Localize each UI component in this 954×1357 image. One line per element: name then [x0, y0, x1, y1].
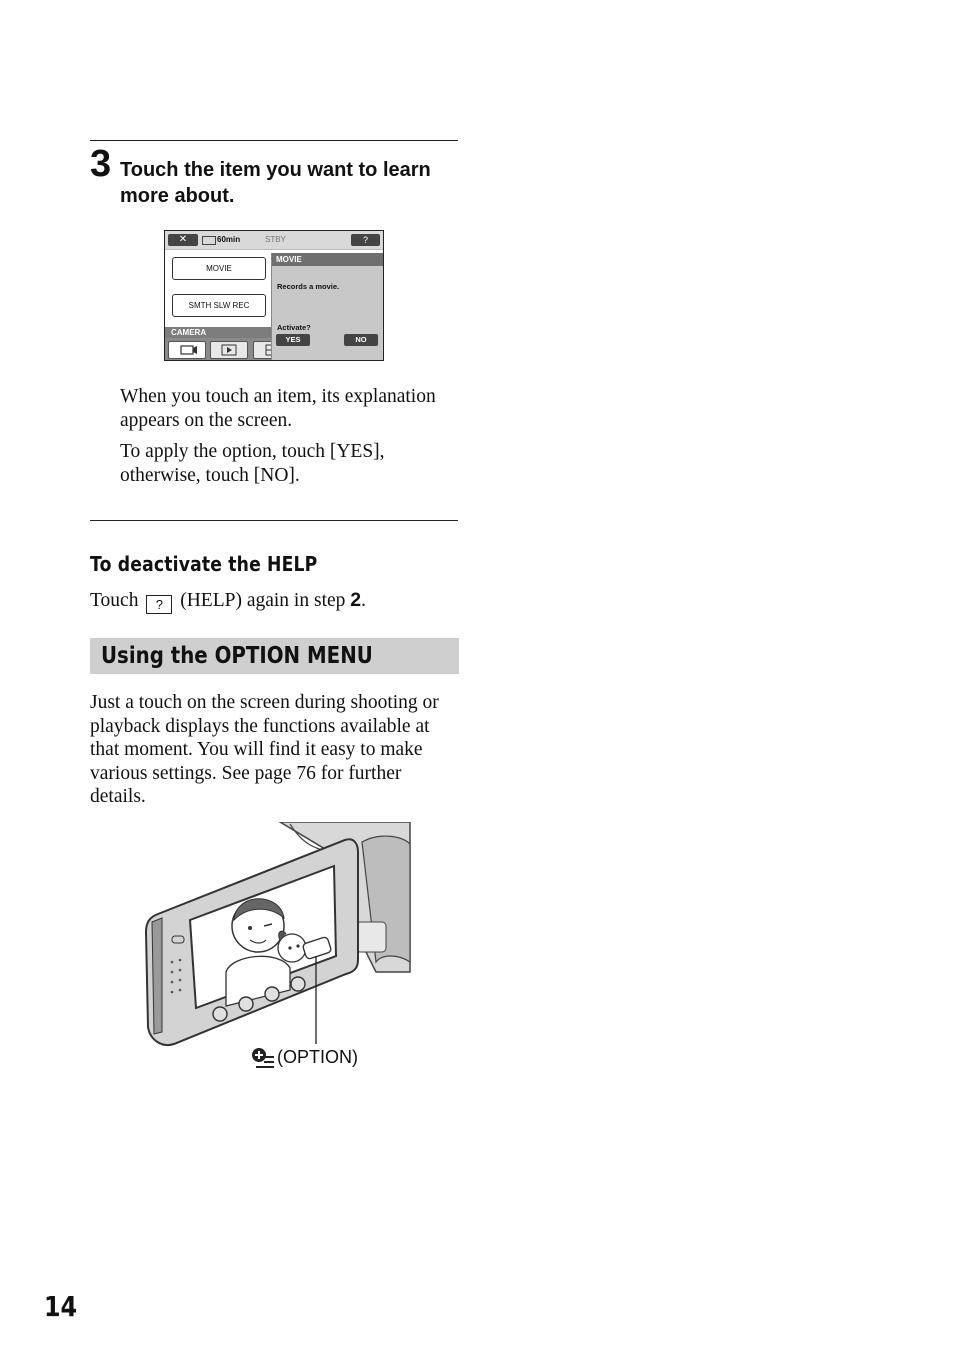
battery-icon	[202, 236, 216, 245]
deactivate-text-before: Touch	[90, 590, 139, 611]
no-button[interactable]: NO	[344, 334, 378, 346]
page-number: 14	[44, 1290, 78, 1323]
deactivate-text-end: .	[361, 590, 366, 611]
option-callout-label: (OPTION)	[277, 1047, 358, 1067]
deactivate-instruction	[90, 589, 460, 614]
close-button[interactable]: ✕	[168, 234, 198, 246]
option-menu-heading: Using the OPTION MENU	[101, 643, 373, 669]
option-menu-body: Just a touch on the screen during shooting or playback displays the functions available at that moment. You will find it easy to make various settings. See page 76 for further details.	[90, 692, 439, 807]
explanation-paragraph-2: To apply the option, touch [YES], otherwise, touch [NO].	[120, 441, 385, 486]
camera-tab-label: CAMERA	[165, 327, 272, 338]
help-panel-description: Records a movie.	[277, 282, 340, 291]
camera-tab[interactable]	[168, 341, 206, 359]
camera-icon	[169, 342, 205, 358]
deactivate-heading: To deactivate the HELP	[90, 552, 318, 576]
section-divider	[90, 520, 458, 521]
remaining-time: 60min	[217, 235, 241, 244]
yes-button[interactable]: YES	[276, 334, 310, 346]
help-panel-title: MOVIE	[272, 253, 384, 266]
step-instruction: Touch the item you want to learn more about.	[120, 159, 431, 207]
menu-item-movie[interactable]: MOVIE	[172, 257, 266, 280]
top-divider	[90, 140, 458, 141]
help-symbol-icon: ?	[146, 595, 172, 614]
deactivate-step-ref: 2	[350, 589, 362, 611]
explanation-paragraph-1: When you touch an item, its explanation appears on the screen.	[120, 386, 436, 431]
lcd-top-bar	[165, 231, 383, 250]
status-text: STBY	[265, 235, 286, 244]
help-panel	[271, 253, 384, 361]
camcorder-illustration	[140, 822, 412, 1048]
option-icon	[250, 1046, 276, 1072]
playback-tab[interactable]	[210, 341, 248, 359]
lcd-screen-illustration	[164, 230, 384, 361]
deactivate-text-middle: (HELP) again in step	[180, 590, 346, 611]
menu-item-smth-slw-rec[interactable]: SMTH SLW REC	[172, 294, 266, 317]
play-icon	[211, 342, 247, 358]
help-button[interactable]: ?	[351, 234, 380, 246]
step-number: 3	[90, 143, 112, 185]
help-panel-prompt: Activate?	[277, 323, 311, 332]
